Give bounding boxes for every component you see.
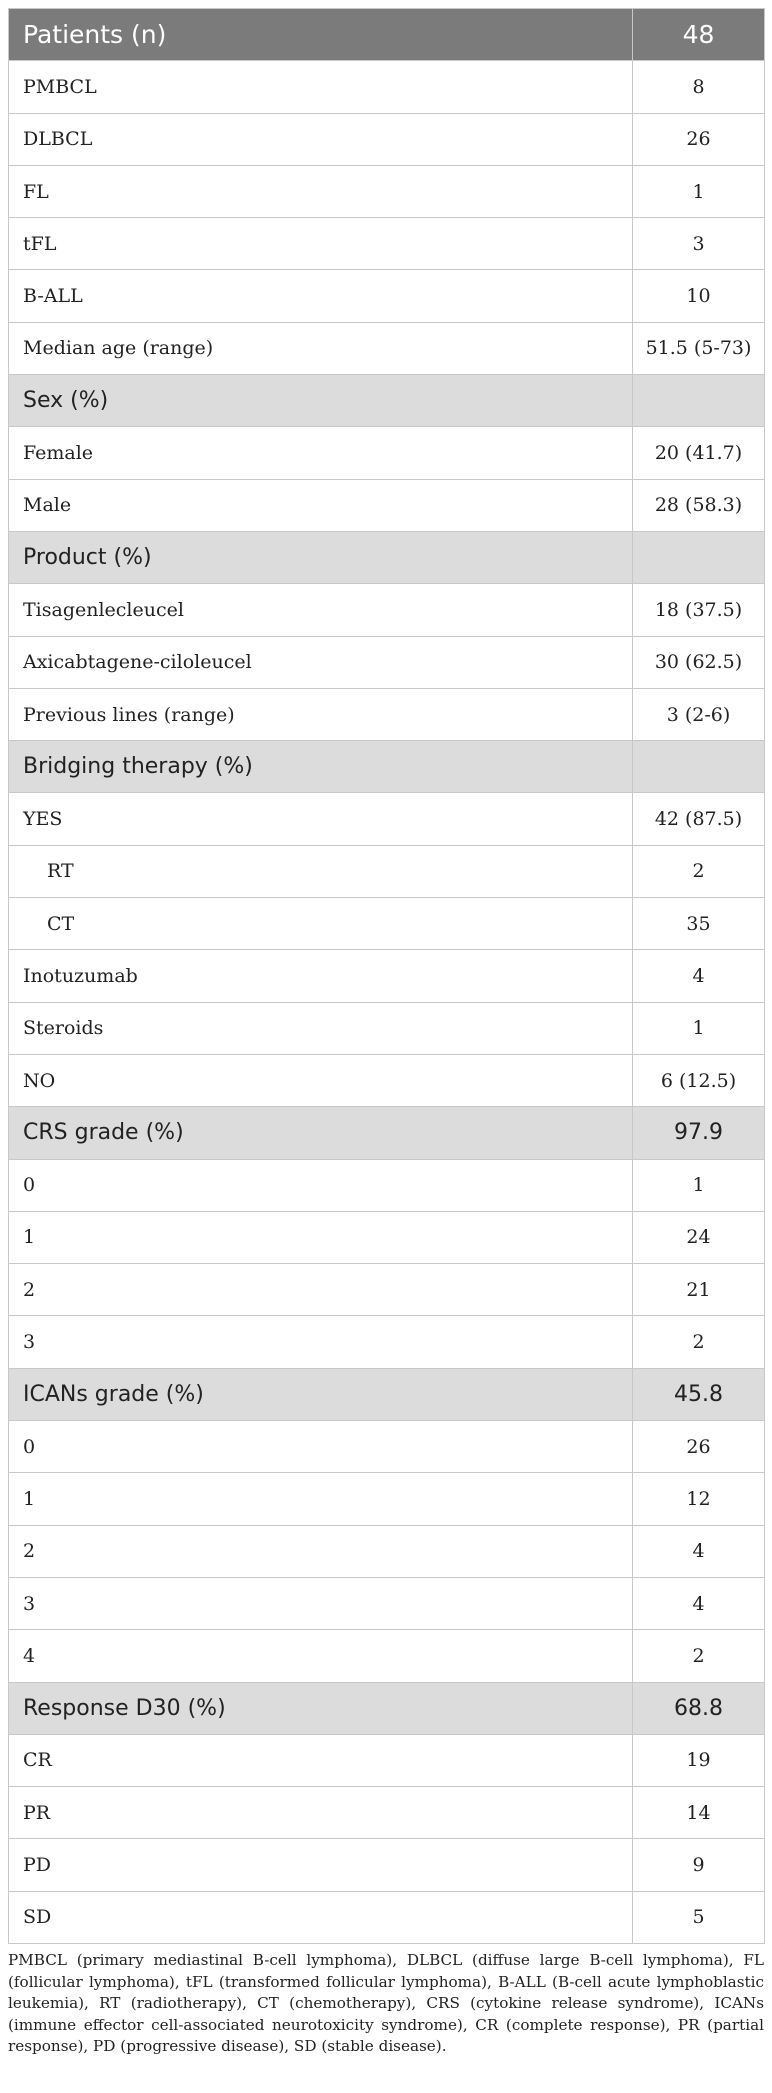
table-row xyxy=(9,218,765,270)
section-value xyxy=(633,531,765,583)
row-label: 3 xyxy=(9,1577,633,1629)
row-label: NO xyxy=(9,1054,633,1106)
row-value: 21 xyxy=(633,1264,765,1316)
section-label: Response D30 (%) xyxy=(9,1682,633,1734)
row-label: RT xyxy=(9,845,633,897)
section-row xyxy=(9,375,765,427)
row-label: Tisagenlecleucel xyxy=(9,584,633,636)
row-label: SD xyxy=(9,1891,633,1943)
table-row xyxy=(9,1787,765,1839)
table-row xyxy=(9,1525,765,1577)
section-row xyxy=(9,531,765,583)
table-row xyxy=(9,688,765,740)
row-value: 24 xyxy=(633,1211,765,1263)
table-row xyxy=(9,1316,765,1368)
row-label: 2 xyxy=(9,1264,633,1316)
row-label: FL xyxy=(9,165,633,217)
table-row xyxy=(9,427,765,479)
row-value: 4 xyxy=(633,1525,765,1577)
row-label: Axicabtagene-ciloleucel xyxy=(9,636,633,688)
row-value: 35 xyxy=(633,898,765,950)
header-label: Patients (n) xyxy=(9,9,633,61)
row-label: PD xyxy=(9,1839,633,1891)
section-row xyxy=(9,1682,765,1734)
table-row xyxy=(9,113,765,165)
section-value xyxy=(633,375,765,427)
row-label: 1 xyxy=(9,1473,633,1525)
row-label: DLBCL xyxy=(9,113,633,165)
table-row xyxy=(9,636,765,688)
section-label: ICANs grade (%) xyxy=(9,1368,633,1420)
table-row xyxy=(9,1734,765,1786)
row-value: 3 (2-6) xyxy=(633,688,765,740)
table-footnote: PMBCL (primary mediastinal B-cell lymphoma), DLBCL (diffuse large B-cell lymphoma), FL (follicular lymphoma), tFL (transformed follicular lymphoma), B-ALL (B-cell acute lymphoblastic leukemia), RT (radiotherapy), CT (chemotherapy), CRS (cytokine release syndrome), ICANs (immune effector cell-associated neurotoxicity syndrome), CR (complete response), PR (partial response), PD (progressive disease), SD (stable disease). xyxy=(8,1950,764,2056)
row-label: 3 xyxy=(9,1316,633,1368)
table-row xyxy=(9,584,765,636)
row-label: 1 xyxy=(9,1211,633,1263)
row-value: 2 xyxy=(633,1316,765,1368)
row-value: 10 xyxy=(633,270,765,322)
table-row xyxy=(9,1264,765,1316)
row-value: 9 xyxy=(633,1839,765,1891)
table-header-row xyxy=(9,9,765,61)
table-row xyxy=(9,1002,765,1054)
row-label: Male xyxy=(9,479,633,531)
row-value: 8 xyxy=(633,61,765,113)
row-value: 5 xyxy=(633,1891,765,1943)
row-value: 12 xyxy=(633,1473,765,1525)
table-row xyxy=(9,845,765,897)
section-value: 68.8 xyxy=(633,1682,765,1734)
row-label: 4 xyxy=(9,1630,633,1682)
document xyxy=(8,8,764,2058)
row-label: 0 xyxy=(9,1159,633,1211)
row-value: 30 (62.5) xyxy=(633,636,765,688)
row-label: PMBCL xyxy=(9,61,633,113)
row-label: CT xyxy=(9,898,633,950)
section-value xyxy=(633,741,765,793)
row-value: 19 xyxy=(633,1734,765,1786)
row-value: 26 xyxy=(633,1421,765,1473)
section-value: 97.9 xyxy=(633,1107,765,1159)
table-row xyxy=(9,270,765,322)
table-row xyxy=(9,322,765,374)
row-value: 20 (41.7) xyxy=(633,427,765,479)
table-row xyxy=(9,479,765,531)
section-label: CRS grade (%) xyxy=(9,1107,633,1159)
table-row xyxy=(9,1630,765,1682)
row-label: CR xyxy=(9,1734,633,1786)
row-value: 14 xyxy=(633,1787,765,1839)
row-value: 1 xyxy=(633,165,765,217)
table-body xyxy=(9,9,765,1944)
table-row xyxy=(9,165,765,217)
section-row xyxy=(9,1368,765,1420)
row-value: 2 xyxy=(633,845,765,897)
row-label: Female xyxy=(9,427,633,479)
row-value: 51.5 (5-73) xyxy=(633,322,765,374)
section-label: Bridging therapy (%) xyxy=(9,741,633,793)
section-row xyxy=(9,1107,765,1159)
row-value: 18 (37.5) xyxy=(633,584,765,636)
row-label: Steroids xyxy=(9,1002,633,1054)
row-value: 3 xyxy=(633,218,765,270)
table-row xyxy=(9,1421,765,1473)
table-row xyxy=(9,1159,765,1211)
row-value: 6 (12.5) xyxy=(633,1054,765,1106)
row-label: YES xyxy=(9,793,633,845)
row-value: 42 (87.5) xyxy=(633,793,765,845)
table-row xyxy=(9,1891,765,1943)
row-value: 26 xyxy=(633,113,765,165)
row-value: 4 xyxy=(633,950,765,1002)
row-value: 28 (58.3) xyxy=(633,479,765,531)
row-label: 2 xyxy=(9,1525,633,1577)
section-label: Product (%) xyxy=(9,531,633,583)
row-label: Previous lines (range) xyxy=(9,688,633,740)
row-value: 1 xyxy=(633,1002,765,1054)
table-row xyxy=(9,898,765,950)
row-label: Inotuzumab xyxy=(9,950,633,1002)
row-label: PR xyxy=(9,1787,633,1839)
row-label: B-ALL xyxy=(9,270,633,322)
section-label: Sex (%) xyxy=(9,375,633,427)
table-row xyxy=(9,950,765,1002)
row-value: 4 xyxy=(633,1577,765,1629)
table-row xyxy=(9,61,765,113)
table-row xyxy=(9,1577,765,1629)
table-row xyxy=(9,1211,765,1263)
row-label: Median age (range) xyxy=(9,322,633,374)
section-value: 45.8 xyxy=(633,1368,765,1420)
row-value: 2 xyxy=(633,1630,765,1682)
table-row xyxy=(9,1054,765,1106)
table-row xyxy=(9,1473,765,1525)
header-value: 48 xyxy=(633,9,765,61)
row-value: 1 xyxy=(633,1159,765,1211)
row-label: tFL xyxy=(9,218,633,270)
row-label: 0 xyxy=(9,1421,633,1473)
section-row xyxy=(9,741,765,793)
patient-characteristics-table xyxy=(8,8,765,1944)
table-row xyxy=(9,1839,765,1891)
table-row xyxy=(9,793,765,845)
